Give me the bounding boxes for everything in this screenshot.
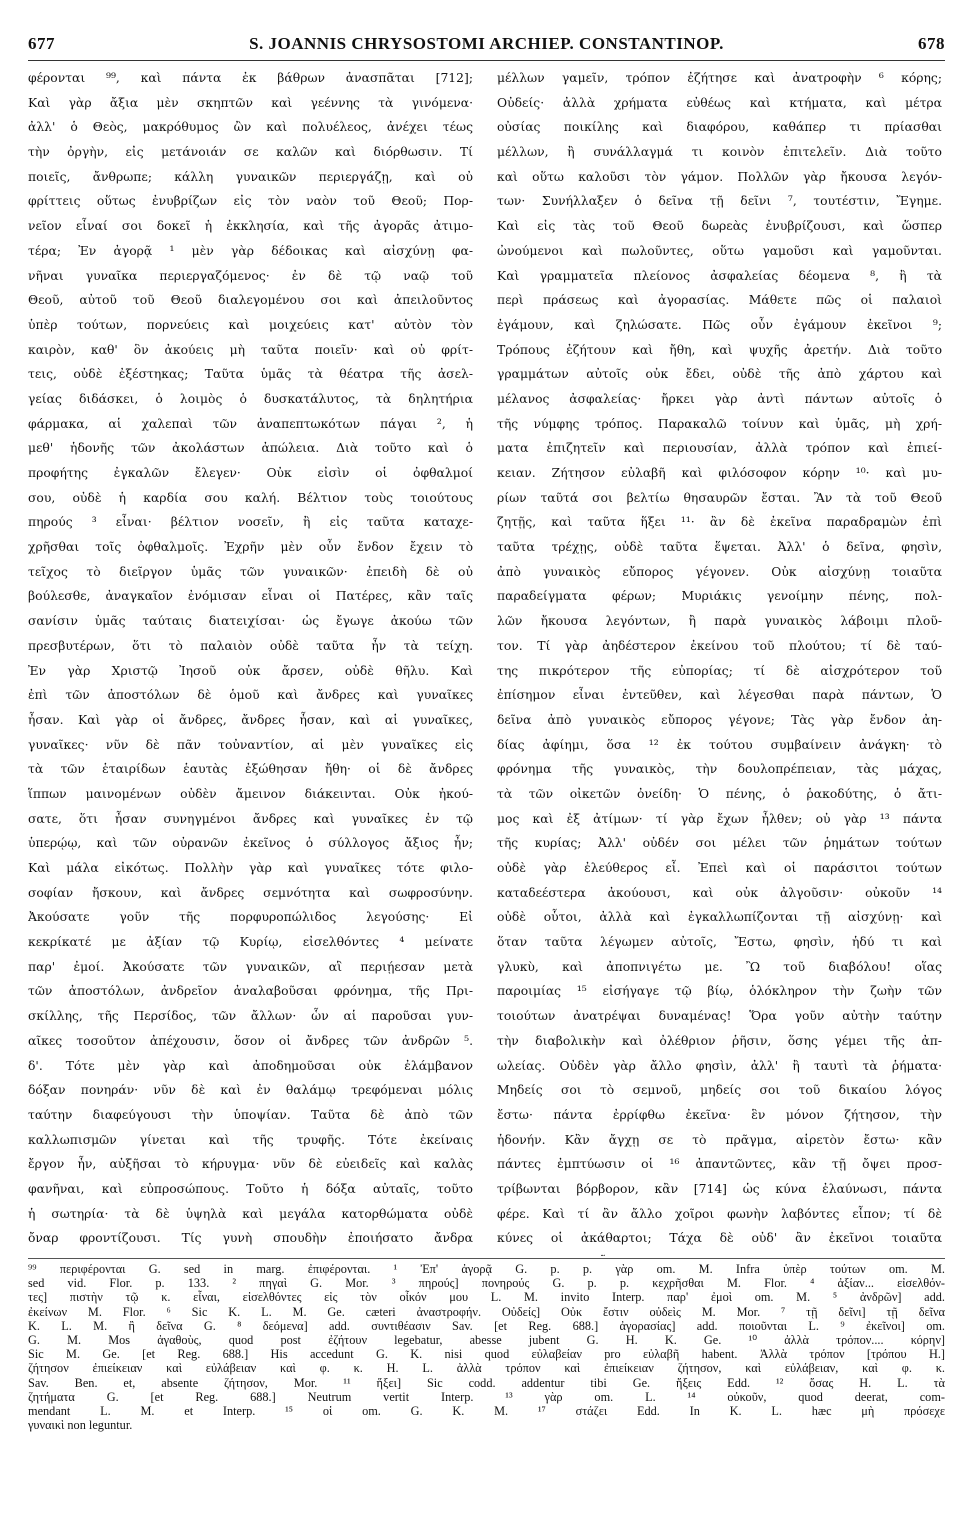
text-line: γραμμάτων αὐτοῖς οὐκ ἔδει, οὐδὲ τῆς ἀπὸ χάρτου καὶ (497, 367, 942, 382)
footnote-line: G. M. Mos ἀγαθοὺς, quod post ἐζήτουν legebatur, abesse jubent G. H. K. Ge. ¹⁰ ἀλλὰ τρόπον.... κόρην] (28, 1332, 945, 1347)
text-line: φέρονται ⁹⁹, καὶ πάντα ἐκ βάθρων ἀνασπᾶται [712]; (28, 71, 473, 85)
text-line: ἐπίσημον εἶναι ἐντεῦθεν, καὶ λέγεσθαι παρὰ πάντων, Ὁ (497, 688, 942, 703)
text-line: ποιεῖς, ἄνθρωπε; κάλλη γυναικῶν περιεργάζῃ, καὶ οὐ (28, 169, 473, 184)
text-line: Ἐν γὰρ Χριστῷ Ἰησοῦ οὐκ ἄρσεν, οὐδὲ θῆλυ. Καὶ (28, 663, 473, 678)
text-line: νεῖον εἶναί σοι δοκεῖ ἡ ἐκκλησία, καὶ τῆς ἀγορᾶς ἀτιμο- (28, 219, 473, 234)
header-rule (28, 60, 945, 61)
text-line: κειαν. Ζήτησον εὐλαβῆ καὶ φιλόσοφον κόρην ¹⁰· καὶ μυ- (497, 466, 942, 480)
text-line: μέλλων, ἢ συνάλλαγμά τι κοινὸν ἐπιτελεῖν. Διὰ τοῦτο (497, 145, 942, 160)
text-line: βούλεσθε, ἀναγκαῖον ἐνόμισαν εἶναι οἱ Πατέρες, κἂν ταῖς (28, 589, 473, 604)
text-line: Οὐδείς· ἀλλὰ χρήματα εὐθέως καὶ κτήματα, καὶ μέτρα (497, 95, 942, 110)
text-line: μος καὶ ἐξ ἀτίμων· τί γὰρ ἔχων ἦλθεν; οὐ γὰρ ¹³ πάντα (497, 811, 942, 826)
text-line: τρίβωνται βόρβορον, κἂν [714] ὡς κύνα ἐλαύνωσι, πάντα (497, 1181, 942, 1196)
text-line: πάντες ἐμπτύωσιν οἱ ¹⁶ ἀπαντῶντες, κἂν τῇ ὄψει προσ- (497, 1157, 942, 1172)
text-line: σοφίαν ἤσκουν, καὶ ἄνδρες σεμνότητα καὶ σωφροσύνην. (28, 885, 473, 900)
text-line: καλλωπισμῶν γίνεται καὶ τῆς τρυφῆς. Τότε ἐκείναις (28, 1132, 473, 1147)
text-line: ρίων ταῦτά σοι βελτίω θησαυρῶν ἔσται. Ἂν τὰ τοῦ Θεοῦ (497, 490, 942, 505)
text-line: παρ' ἐμοί. Ἀκούσατε τῶν γυναικῶν, αἳ περιῄεσαν μετὰ (28, 959, 473, 974)
text-line: φρίττεις οὕτως ἐνυβρίζων εἰς τὸν ναὸν τοῦ Θεοῦ; Πορ- (28, 194, 473, 209)
left-column (28, 66, 473, 1256)
text-line: τέρα; Ἐν ἀγορᾷ ¹ μὲν γὰρ δέδοικας καὶ αἰσχύνῃ φα- (28, 243, 473, 258)
text-line: φανῆναι, καὶ εὐπροσώπους. Τοῦτο ἡ δόξα αὐταῖς, τοῦτο (28, 1181, 473, 1196)
text-line: ὑπὲρ τούτων, πορνεύεις καὶ μοιχεύεις κατ' αὐτὸν τὸν (28, 317, 473, 332)
footnote-line: Sav. Ben. et, absente ζήτησον, Mor. ¹¹ ἥξει] Sic codd. addentur tibi Ge. ἥξεις Edd. ¹² ὅσας H. L. τὰ (28, 1375, 945, 1390)
text-line: των· Συνήλλαξεν ὁ δεῖνα τῇ δεῖνι ⁷, τουτέστιν, Ἔγημε. (497, 194, 942, 209)
text-line: χρῆσθαι τοῖς ὀφθαλμοῖς. Ἐχρῆν μὲν οὖν ἔνδον ἔχειν τὸ (28, 540, 473, 555)
text-line: τὰ τῶν οἰκετῶν ὀνείδη· Ὁ πένης, ὁ ῥακοδύτης, ὁ ἄτι- (497, 786, 942, 801)
text-line: ἀπὸ γυναικὸς εὔπορος γέγονεν. Οὐκ αἰσχύνῃ τοιαῦτα (497, 564, 942, 579)
text-line: Ἀκούσατε γοῦν τῆς πορφυροπώλιδος λεγούσης· Εἰ (28, 910, 473, 925)
text-line: τον. Τί γὰρ ἀηδέστερον ἐκείνου τοῦ πλούτου; τί δὲ ταύ- (497, 638, 942, 653)
text-line: οὐσίας ποικίλης καὶ διαφόρου, καθάπερ τι πρίασθαι (497, 120, 942, 135)
running-title: S. JOANNIS CHRYSOSTOMI ARCHIEP. CONSTANTINOP. (249, 34, 724, 53)
text-line: σου, οὐδὲ ἡ καρδία σου καλή. Βέλτιον τοὺς τοιούτους (28, 490, 473, 505)
text-line: μέλλων γαμεῖν, τρόπον ἐζήτησε καὶ ἀνατροφὴν ⁶ κόρης; (497, 71, 942, 85)
text-line: ἦσαν. Καὶ γὰρ οἱ ἄνδρες, ἄνδρες ἦσαν, καὶ αἱ γυναῖκες, (28, 712, 473, 727)
text-line: αῖκες τοσοῦτον ἀπέχουσιν, ὅσον οἱ ἄνδρες τῶν ἀνδρῶν ⁵. (28, 1033, 473, 1048)
text-line: φάρμακα, αἱ χαλεπαὶ τῶν ἀναπεπτωκότων πάγαι ², ἡ (28, 416, 473, 431)
text-line: ταῦτα τρέχῃς, οὐδὲ ταῦτα ἕψεται. Ἀλλ' ὁ δεῖνα, φησὶν, (497, 540, 942, 555)
footnote-line: ζητήματα G. [et Reg. 688.] Neutrum vertit Interp. ¹³ γὰρ om. L. ¹⁴ οὐκοῦν, quod deerat, com- (28, 1389, 945, 1404)
footnote-line: γυναικὶ non leguntur. (28, 1418, 133, 1433)
footnote-line: mendant L. M. et Interp. ¹⁵ οἱ om. G. K. M. ¹⁷ στάζει Edd. In K. L. hæc μὴ πρόσεχε (28, 1403, 945, 1418)
text-line (28, 1251, 473, 1256)
text-line: δ'. Τότε μὲν γὰρ καὶ ἀποδημοῦσαι οὐκ ἐλάμβανον (28, 1058, 473, 1073)
text-line: λῶν ἤκουσα λεγόντων, ἢ παρὰ γυναικὸς λάβοιμι πλοῦ- (497, 614, 942, 629)
text-line: Θεοῦ, αὐτοῦ τοῦ Θεοῦ διαλεγομένου σοι καὶ ἀπειλοῦντος (28, 293, 473, 308)
text-line: δίας ἀφίημι, ὅσα ¹² ἐκ τούτου συμβαίνειν ἀνάγκη· τὸ (497, 737, 942, 752)
text-line: τεῖχος τὸ διεῖργον ὑμᾶς τῶν γυναικῶν· ἐπειδὴ δὲ οὐ (28, 564, 473, 579)
text-line: ὅταν ταῦτα λέγωμεν αὐτοῖς, Ἔστω, φησὶν, ἡδύ τι καὶ (497, 935, 942, 950)
text-line: ὄναρ φροντίζουσι. Τίς γυνὴ σπουδὴν ἐποιήσατο ἄνδρα (28, 1231, 473, 1246)
text-line: της πικρότερον τῆς εὐπορίας; τί δὲ αἰσχρότερον τοῦ (497, 663, 942, 678)
text-line: ἔργον ἦν, αὐξῆσαι τὸ κήρυγμα· νῦν δὲ εὐειδεῖς καὶ καλὰς (28, 1157, 473, 1172)
text-line: γείας διδάσκει, ὁ λοιμὸς ὁ δυσκατάλυτος, τὰ δηλητήρια (28, 391, 473, 406)
text-line: σατε, ὅτι ἦσαν συνηγμένοι ἄνδρες καὶ γυναῖκες ἐν τῷ (28, 811, 473, 826)
text-line: μεθ' ἡδονῆς τῶν ἀκολάστων ἀπώλεια. Διὰ τοῦτο καὶ ὁ (28, 441, 473, 456)
text-line: σανίσιν ὑμᾶς ταύταις διατειχίσαι· ὡς ἔγωγε ἀκούω τῶν (28, 614, 473, 629)
text-line (497, 1251, 942, 1256)
text-line: τεις, οὐδὲ ἐξέστηκας; Ταῦτα ὑμᾶς τὰ θέατρα τῆς ἀσελ- (28, 367, 473, 382)
text-line: οὐδὲ οὗτοι, ἀλλὰ καὶ ἐγκαλλωπίζονται τῇ αἰσχύνῃ· καὶ (497, 910, 942, 925)
text-line: ἔστω· πάντα ἐρρίφθω ἐκεῖνα· ἓν μόνον ζήτησον, τὴν (497, 1107, 942, 1122)
text-line: ἡ σωτηρία· τὰ δὲ ὑψηλὰ καὶ μεγάλα κατορθώματα οὐδὲ (28, 1206, 473, 1221)
text-line: Μηδείς σοι τὸ σεμνοῦ, μηδείς σοι τοῦ δικαίου λόγος (497, 1083, 942, 1098)
text-line: τῶν ἀποστόλων, ἀνδρεῖον ἀναλαβοῦσαι φρόνημα, τῆς Πρι- (28, 984, 473, 999)
text-line: σκίλλης, τῆς Περσίδος, τῶν ἄλλων· ὧν αἱ παροῦσαι γυν- (28, 1009, 473, 1024)
text-line: τὴν διαβολικὴν καὶ ὀλέθριον ῥῆσιν, ὅσης γέμει τῆς ἀπ- (497, 1033, 942, 1048)
right-column (497, 66, 942, 1256)
text-line: τὴν ὀργὴν, εἰς μετάνοιάν σε καλῶν καὶ διόρθωσιν. Τί (28, 145, 473, 160)
text-line: περὶ πράσεως καὶ ἀγορασίας. Μάθετε πῶς οἱ παλαιοὶ (497, 293, 942, 308)
text-line: πηρούς ³ εἶναι· βέλτιον νοσεῖν, ἢ εἰς ταῦτα καταχε- (28, 515, 473, 530)
text-line: παραδείγματα φέρων; Μυριάκις γενοίμην πένης, πολ- (497, 589, 942, 604)
text-line: γλυκὺ, καὶ ἀποπνιγέτω με. Ὢ τοῦ διαβόλου! οἵας (497, 959, 942, 974)
footnote-line: τες] πιστὴν τῷ κ. εἶναι, εἰσελθόντες εἰς τὸν οἶκόν μου L. M. invito Interp. παρ' ἐμοὶ om. M. ⁵ ἀνδρῶν] add. (28, 1290, 945, 1305)
text-line: παροιμίας ¹⁵ εἰσήγαγε τῷ βίῳ, ὁλόκληρον τὴν ζωὴν τῶν (497, 984, 942, 999)
text-line: οὐδὲ γὰρ ἐλεύθερος εἶ. Ἐπεὶ καὶ οἱ παράσιτοι τούτων (497, 861, 942, 875)
footnotes (28, 1262, 945, 1532)
text-line: Καὶ εἰς τὰς τοῦ Θεοῦ δωρεὰς ἐνυβρίζουσι, καὶ ὥσπερ (497, 219, 942, 234)
text-line: Καὶ γὰρ ἄξια μὲν σκηπτῶν καὶ γεέννης τὰ γινόμενα· (28, 95, 473, 110)
text-line: ἵππων μαινομένων οὐδὲν ἄμεινον διάκεινται. Οὐκ ἠκού- (28, 786, 473, 801)
text-line: πρεσβυτέρων, ὅτι τὸ παλαιὸν οὐδὲ ταῦτα ἦν τὰ τείχη. (28, 638, 473, 653)
text-line: ἡδονήν. Κἂν ἄγχῃ σε τὸ πρᾶγμα, αἱρετὸν ἔστω· κἂν (497, 1132, 942, 1147)
text-line: Τρόπους ἐζήτουν καὶ ἤθη, καὶ ψυχῆς ἀρετήν. Διὰ τοῦτο (497, 342, 942, 357)
text-line: ωλείας. Οὐδὲν γὰρ ἄλλο φησὶν, ἀλλ' ἢ ταυτὶ τὰ ῥήματα· (497, 1058, 942, 1073)
text-line: φέρε. Καὶ τί ἂν ἄλλο χοῖροι φωνὴν λαβόντες εἶπον; τί δὲ (497, 1206, 942, 1221)
text-line: ματα ἐπιζητεῖν καὶ περιουσίαν, ἀλλὰ τρόπον καὶ ἐπιεί- (497, 441, 942, 456)
text-line: δόξαν πονηράν· νῦν δὲ καὶ ἐν θαλάμῳ τρεφόμεναι μόλις (28, 1083, 473, 1098)
text-line: ζητῇς, καὶ ταῦτα ἥξει ¹¹· ἂν δὲ ἐκεῖνα παραδραμὼν ἐπὶ (497, 515, 942, 530)
text-line: φρόνημα τῆς γυναικὸς, τὴν δουλοπρέπειαν, τὰς μάχας, (497, 762, 942, 777)
footnote-line: Sic M. Ge. [et Reg. 688.] His accedunt G. K. nisi quod εὐλαβείαν pro εὐλαβῆ habent. Ἀλλὰ τρόπον [τρόπου H.] (28, 1347, 945, 1362)
footnote-rule (28, 1258, 945, 1259)
text-line: καιρὸν, καθ' ὃν ἀκούεις μὴ ταῦτα ποιεῖν· καὶ οὐ φρίτ- (28, 342, 473, 357)
text-line: ἐπὶ τῶν ἀποστόλων δὲ ὁμοῦ καὶ ἄνδρες καὶ γυναῖκες (28, 688, 473, 703)
text-line: ὠνούμενοι καὶ πωλοῦντες, οὕτω γαμοῦσι καὶ γαμοῦνται. (497, 243, 942, 258)
text-line: γυναῖκες· νῦν δὲ πᾶν τοὐναντίον, αἱ μὲν γυναῖκες εἰς (28, 737, 473, 752)
page-number-right: 678 (918, 34, 945, 53)
text-line: ὑπερῴῳ, καὶ τῶν οὐρανῶν ἐκεῖνος ὁ σύλλογος ἄξιος ἦν; (28, 836, 473, 851)
running-head (28, 32, 945, 56)
text-line: καὶ οὕτω καλοῦσι τὸν γάμον. Πολλῶν γὰρ ἤκουσα λεγόν- (497, 169, 942, 184)
text-line: νῆναι γυναῖκα περιεργαζόμενος· ἐν δὲ τῷ ναῷ τοῦ (28, 268, 473, 283)
footnote-line: ⁹⁹ περιφέρονται G. sed in marg. ἐπιφέρονται. ¹ Ἐπ' ἀγορᾷ G. p. p. γὰρ om. M. Infra ὑπὲρ τούτων om. M. (28, 1262, 945, 1276)
text-line: Καὶ μάλα εἰκότως. Πολλὴν γὰρ καὶ γυναῖκες τότε φιλο- (28, 861, 473, 875)
text-line: τοιούτων ἀνατρέψαι δυναμένας! Ὅρα γοῦν αὐτὴν ταύτην (497, 1009, 942, 1024)
text-line: ταύτην διαφεύγουσι τὴν ὑποψίαν. Ταῦτα δὲ ἀπὸ τῶν (28, 1107, 473, 1122)
text-line: τὰ τῶν ἑταιρίδων ἑαυτὰς ἐξώθησαν ἤθη· οἱ δὲ ἄνδρες (28, 762, 473, 777)
footnote-line: sed vid. Flor. p. 133. ² πηγαὶ G. Mor. ³ πηρούς] πονηρούς G. p. p. κεχρῆσθαι M. Flor. ⁴ ἀξίαν... εἰσελθόν- (28, 1276, 945, 1291)
text-line: μέλανος ἀσφαλείας· ἤρκει γὰρ ἀντὶ πάντων αὐτοῖς ὁ (497, 391, 942, 406)
footnote-line: ἐκείνων M. Flor. ⁶ Sic K. L. M. Ge. cæteri ἀναστροφήν. Οὐδείς] Οὐκ ἔστιν οὐδεὶς M. Mor. ⁷ τῇ δεῖνι] τῇ δεῖνα (28, 1304, 945, 1319)
footnote-line: ζήτησον ἐπιείκειαν καὶ εὐλάβειαν καὶ φ. κ. H. L. ἀλλὰ τρόπον καὶ ἐπιείκειαν ζήτησον, καὶ εὐλάβειαν, καὶ φ. κ. (28, 1361, 945, 1376)
page-number-left: 677 (28, 34, 55, 53)
text-line: προφήτης ἐγκαλῶν ἔλεγεν· Οὐκ εἰσὶν οἱ ὀφθαλμοί (28, 466, 473, 480)
text-line: ἐγάμουν, καὶ ζηλώσατε. Πῶς οὖν ἐγάμουν ἐκεῖνοι ⁹; (497, 317, 942, 332)
footnote-line: K. L. M. ἢ δεῖνα G. ⁸ δεόμενα] add. συντιθέασιν Sav. [et Reg. 688.] ἀγορασίας] add. ποιοῦνται L. ⁹ ἐκεῖνοι] om. (28, 1318, 945, 1333)
text-line: κύνες οἱ ἀκάθαρτοι; Τάχα δὲ οὐδ' ἂν ἐκεῖνοι τοιαῦτα (497, 1231, 942, 1246)
text-line: τῆς κυρίας; Ἀλλ' οὐδέν σοι μέλει τῶν ῥημάτων τούτων (497, 836, 942, 851)
text-line: ἀλλ' ὁ Θεὸς, μακρόθυμος ὢν καὶ πολυέλεος, ἀνέχει τέως (28, 120, 473, 135)
text-line: δεῖνα ἀπὸ γυναικὸς εὔπορος γέγονε; Τὰς γὰρ ἔνδον ἀη- (497, 712, 942, 727)
text-line: τῆς νύμφης τρόπος. Παρακαλῶ τοίνυν καὶ ὑμᾶς, μὴ χρή- (497, 416, 942, 431)
text-line: Καὶ γραμματεῖα πλείονος ἀσφαλείας δέομενα ⁸, ἢ τὰ (497, 268, 942, 283)
text-line: κεκρίκατέ με ἀξίαν τῷ Κυρίῳ, εἰσελθόντες ⁴ μείνατε (28, 935, 473, 950)
text-line: καταδεέστερα ἀκούουσι, καὶ οὐκ ἀλγοῦσιν· οὐκοῦν ¹⁴ (497, 885, 942, 900)
